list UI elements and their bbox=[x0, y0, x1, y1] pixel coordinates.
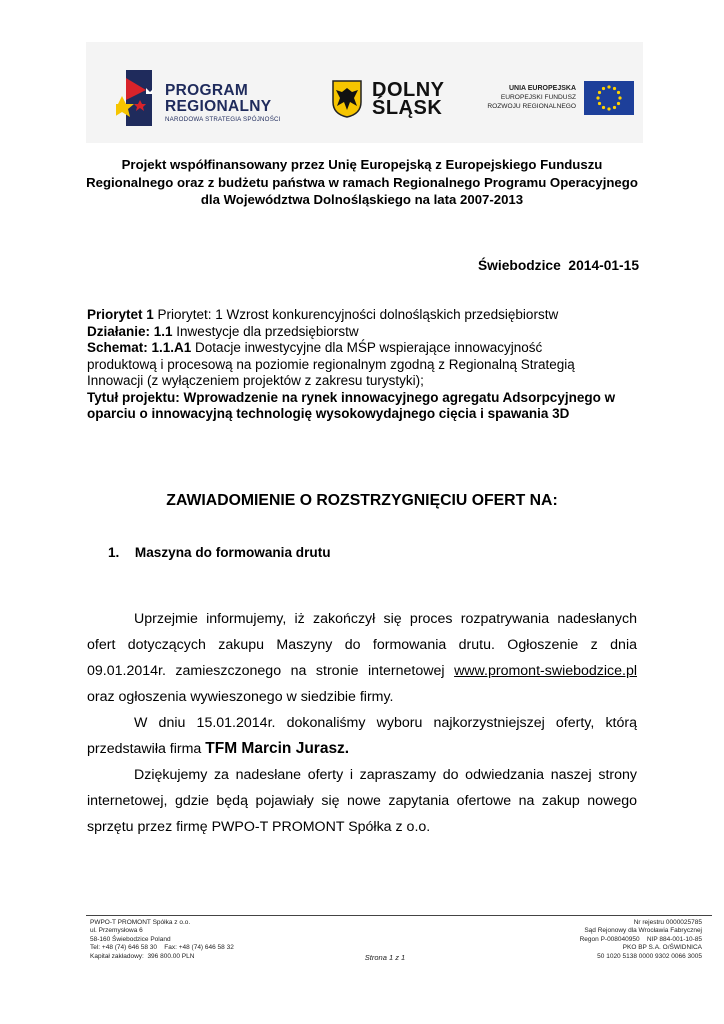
footer-court: Sąd Rejonowy dla Wrocławia Fabrycznej bbox=[584, 927, 702, 935]
footer-left bbox=[90, 919, 234, 961]
item-number: 1. bbox=[108, 545, 120, 560]
dolny-slask-line1: DOLNY bbox=[372, 79, 445, 101]
paragraph-1-tail: oraz ogłoszenia wywieszonego w siedzibie firmy. bbox=[87, 689, 394, 705]
winning-firm: TFM Marcin Jurasz. bbox=[205, 740, 350, 757]
program-regionalny-subtitle: NARODOWA STRATEGIA SPÓJNOŚCI bbox=[165, 116, 281, 123]
footer-street: ul. Przemysłowa 6 bbox=[90, 927, 143, 935]
paragraph-2 bbox=[87, 710, 637, 762]
dzialanie-text: Inwestycje dla przedsiębiorstw bbox=[172, 323, 359, 339]
footer-phone: Tel: +48 (74) 646 58 30 Fax: +48 (74) 646 58 32 bbox=[90, 944, 234, 952]
dzialanie-line bbox=[87, 324, 647, 341]
footer-bank: PKO BP S.A. O/ŚWIDNICA bbox=[622, 944, 702, 952]
body-text bbox=[87, 606, 637, 840]
page-number: Strona 1 z 1 bbox=[364, 953, 406, 962]
paragraph-2-text: W dniu 15.01.2014r. dokonaliśmy wyboru najkorzystniejszej oferty, którą przedstawiła firma bbox=[87, 715, 637, 757]
eu-line2: EUROPEJSKI FUNDUSZ bbox=[500, 94, 576, 101]
footer-account: 50 1020 5138 0000 9302 0066 3005 bbox=[597, 952, 702, 960]
project-cofinancing-heading: Projekt współfinansowany przez Unię Europejską z Europejskiego Funduszu Regionalnego oraz z budżetu państwa w ramach Regionalnego Programu Operacyjnego dla Województwa Dolnośląskiego na lata 2007-2013 bbox=[86, 157, 638, 207]
item-text: Maszyna do formowania drutu bbox=[134, 545, 331, 560]
schemat-label: Schemat: 1.1.A1 bbox=[87, 340, 192, 355]
footer-capital: Kapitał zakładowy: 396 800.00 PLN bbox=[90, 952, 195, 960]
priorytet-label: Priorytet 1 bbox=[87, 307, 154, 322]
program-regionalny-line2: REGIONALNY bbox=[165, 98, 272, 115]
dolny-slask-line2: ŚLĄSK bbox=[372, 97, 443, 119]
program-regionalny-flag-icon bbox=[116, 70, 156, 126]
paragraph-1 bbox=[87, 606, 637, 710]
notice-title: ZAWIADOMIENIE O ROZSTRZYGNIĘCIU OFERT NA: bbox=[166, 492, 558, 509]
priorytet-text: Priorytet: 1 Wzrost konkurencyjności dolnośląskich przedsiębiorstw bbox=[153, 307, 559, 322]
footer-regon-nip: Regon P-008040950 NIP 884-001-10-85 bbox=[579, 935, 702, 943]
schemat-text: Dotacje inwestycyjne dla MŚP wspierające innowacyjność produktową i procesową na poziomie regionalnym zgodną z Regionalną Strategią Innowacji (z wyłączeniem projektów z zakresu turystyki); bbox=[87, 340, 575, 388]
eu-caption bbox=[466, 84, 576, 111]
place-date: Świebodzice 2014-01-15 bbox=[477, 258, 639, 273]
eu-flag-icon bbox=[584, 81, 634, 115]
program-regionalny-line1: PROGRAM bbox=[165, 82, 249, 99]
footer-register: Nr rejestru 0000025785 bbox=[633, 919, 702, 926]
website-link[interactable]: www.promont-swiebodzice.pl bbox=[454, 663, 637, 679]
footer-city: 58-160 Świebodzice Poland bbox=[90, 935, 171, 943]
footer-divider bbox=[86, 915, 712, 916]
schemat-line bbox=[87, 340, 607, 390]
dolny-slask-coat-of-arms-icon bbox=[332, 80, 362, 118]
tytul-projektu: Tytuł projektu: Wprowadzenie na rynek innowacyjnego agregatu Adsorpcyjnego w oparciu o innowacyjną technologię wysokowydajnego cięcia i spawania 3D bbox=[87, 389, 616, 421]
footer-company: PWPO-T PROMONT Spółka z o.o. bbox=[90, 919, 191, 926]
eu-line1: UNIA EUROPEJSKA bbox=[508, 85, 576, 92]
footer-right bbox=[580, 919, 702, 961]
priority-block bbox=[87, 307, 647, 423]
priorytet-line bbox=[87, 307, 647, 324]
eu-line3: ROZWOJU REGIONALNEGO bbox=[487, 103, 576, 110]
paragraph-3 bbox=[87, 762, 637, 840]
dzialanie-label: Działanie: 1.1 bbox=[87, 323, 173, 339]
paragraph-3-text: Dziękujemy za nadesłane oferty i zapraszamy do odwiedzania naszej strony internetowej, gdzie będą pojawiały się nowe zapytania ofertowe na zakup nowego sprzętu przez firmę PWPO-T PROMONT Spółka z o.o. bbox=[87, 767, 637, 835]
paragraph-1-text: Uprzejmie informujemy, iż zakończył się proces rozpatrywania nadesłanych ofert dotyczących zakupu Maszyny do formowania drutu. Ogłoszenie z dnia 09.01.2014r. zamieszczonego na stronie internetowej bbox=[87, 611, 637, 679]
item-1 bbox=[108, 545, 331, 560]
